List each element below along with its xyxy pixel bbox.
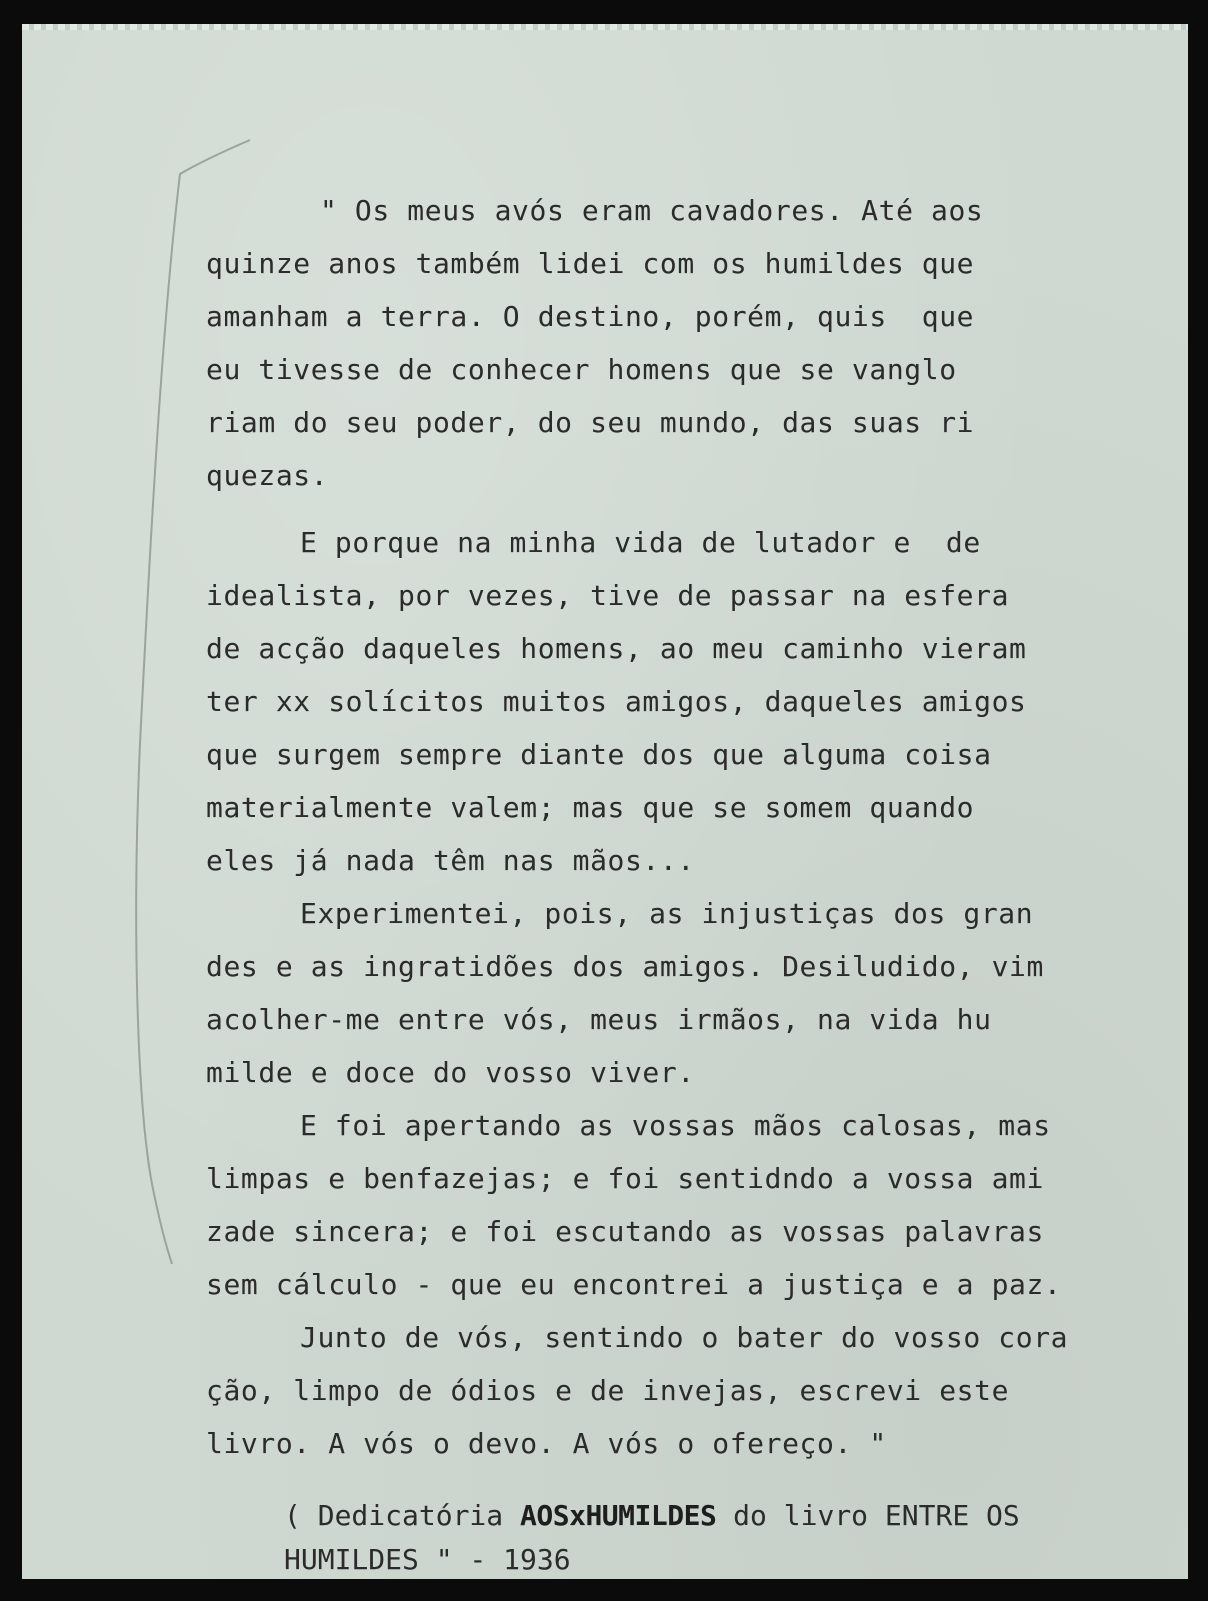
text-line: zade sincera; e foi escutando as vossas palavras (206, 1215, 1044, 1248)
paragraph-gap (206, 502, 1166, 516)
text-line: livro. A vós o devo. A vós o ofereço. " (206, 1427, 887, 1460)
text-line: de acção daqueles homens, ao meu caminho vieram (206, 632, 1027, 665)
dedication-note (284, 1494, 1020, 1579)
text-line: des e as ingratidões dos amigos. Desiludido, vim (206, 950, 1044, 983)
text-line: E foi apertando as vossas mãos calosas, mas (300, 1109, 1051, 1142)
text-line: Experimentei, pois, as injustiças dos gran (300, 897, 1034, 930)
struck-over-text: AOSxHUMILDES (520, 1499, 717, 1532)
text-line: idealista, por vezes, tive de passar na esfera (206, 579, 1010, 612)
text-line: " Os meus avós eram cavadores. Até aos (320, 194, 984, 227)
text-line: Junto de vós, sentindo o bater do vosso cora (300, 1321, 1069, 1354)
text-line: amanham a terra. O destino, porém, quis que (206, 300, 975, 333)
text-line: sem cálculo - que eu encontrei a justiça e a paz. (206, 1268, 1062, 1301)
typewritten-page (22, 24, 1188, 1579)
text-line: eles já nada têm nas mãos... (206, 844, 695, 877)
letter-body (206, 184, 1166, 1470)
torn-top-edge (22, 24, 1188, 30)
text-line: acolher-me entre vós, meus irmãos, na vida hu (206, 1003, 992, 1036)
text-line: milde e doce do vosso viver. (206, 1056, 695, 1089)
dedication-line2: HUMILDES " - 1936 (284, 1543, 571, 1576)
text-line: riam do seu poder, do seu mundo, das suas ri (206, 406, 975, 439)
text-line: ter xx solícitos muitos amigos, daqueles amigos (206, 685, 1027, 718)
text-line: eu tivesse de conhecer homens que se vanglo (206, 353, 957, 386)
text-line: E porque na minha vida de lutador e de (300, 526, 981, 559)
text-line: que surgem sempre diante dos que alguma coisa (206, 738, 992, 771)
text-line: materialmente valem; mas que se somem quando (206, 791, 975, 824)
text-line: ção, limpo de ódios e de invejas, escrevi este (206, 1374, 1010, 1407)
text-line: quinze anos também lidei com os humildes que (206, 247, 975, 280)
dedication-start: ( Dedicatória (284, 1499, 521, 1532)
text-line: quezas. (206, 459, 329, 492)
dedication-end: do livro ENTRE OS (716, 1499, 1020, 1532)
text-line: limpas e benfazejas; e foi sentidndo a vossa ami (206, 1162, 1044, 1195)
